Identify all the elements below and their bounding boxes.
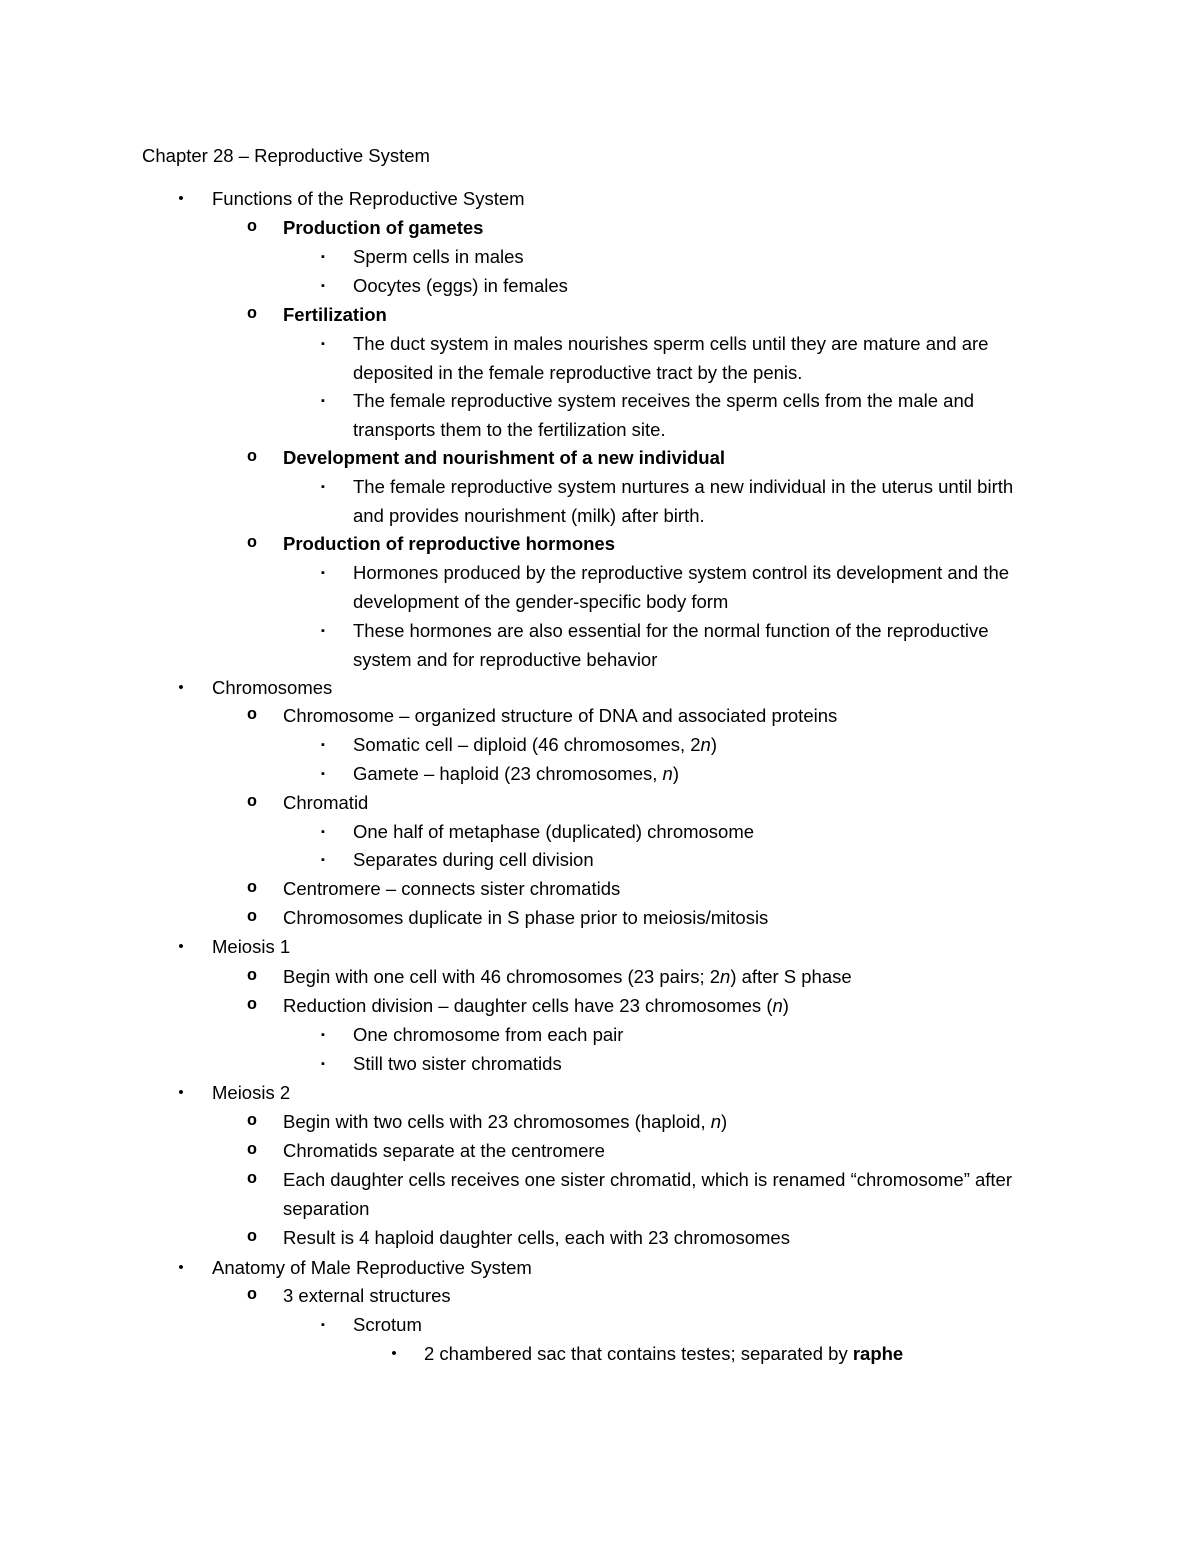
circle-marker: o	[246, 1228, 258, 1247]
list-item	[321, 330, 1043, 387]
list-item	[246, 1282, 1043, 1311]
list-item-text: Anatomy of Male Reproductive System	[212, 1257, 532, 1278]
list-item-text: One half of metaphase (duplicated) chromosome	[353, 821, 755, 842]
bullet-marker: •	[178, 1259, 184, 1276]
list-item-text: 3 external structures	[283, 1285, 451, 1306]
list-item-text: Hormones produced by the reproductive system control its development and the development of the gender-specific body form	[353, 562, 1010, 612]
list-item-text: Somatic cell – diploid (46 chromosomes, 2n)	[353, 734, 718, 755]
list-item	[178, 933, 1042, 962]
square-marker: ▪	[321, 1029, 325, 1041]
list-item	[178, 185, 1042, 214]
square-marker: ▪	[321, 567, 325, 579]
list-item	[321, 617, 1043, 674]
list-item	[246, 992, 1043, 1021]
circle-marker: o	[246, 793, 258, 812]
list-item-text: Sperm cells in males	[353, 246, 524, 267]
list-item	[178, 1254, 1042, 1283]
list-item	[321, 387, 1043, 444]
list-item-text: Chromatid	[283, 792, 369, 813]
list-item	[246, 1224, 1043, 1253]
list-item	[246, 1137, 1043, 1166]
list-item-text: Separates during cell division	[353, 849, 594, 870]
list-item-text: Development and nourishment of a new individual	[283, 447, 725, 468]
square-marker: ▪	[321, 739, 325, 751]
list-item	[246, 789, 1043, 818]
circle-marker: o	[246, 448, 258, 467]
square-marker: ▪	[321, 395, 325, 407]
list-item-text: Production of gametes	[283, 217, 484, 238]
list-item-text: Begin with two cells with 23 chromosomes (haploid, n)	[283, 1111, 728, 1132]
circle-marker: o	[246, 305, 258, 324]
list-item-text: One chromosome from each pair	[353, 1024, 624, 1045]
list-item	[391, 1340, 1044, 1369]
list-item-text: Fertilization	[283, 304, 387, 325]
circle-marker: o	[246, 1112, 258, 1131]
list-item-text: The female reproductive system receives the sperm cells from the male and transports them to the fertilization site.	[353, 390, 975, 440]
bullet-marker: •	[178, 1084, 184, 1101]
circle-marker: o	[246, 1170, 258, 1189]
square-marker: ▪	[321, 1058, 325, 1070]
circle-marker: o	[246, 996, 258, 1015]
bullet-marker: •	[391, 1345, 397, 1362]
circle-marker: o	[246, 534, 258, 553]
list-item	[246, 530, 1043, 559]
list-item-text: Chromosomes	[212, 677, 333, 698]
list-item-text: Chromosome – organized structure of DNA and associated proteins	[283, 705, 838, 726]
list-item	[321, 559, 1043, 616]
list-item	[178, 674, 1042, 703]
page-title: Chapter 28 – Reproductive System	[142, 145, 430, 166]
list-item	[246, 444, 1043, 473]
circle-marker: o	[246, 908, 258, 927]
list-item-text: Centromere – connects sister chromatids	[283, 878, 621, 899]
list-item-text: Still two sister chromatids	[353, 1053, 562, 1074]
list-item-text: Gamete – haploid (23 chromosomes, n)	[353, 763, 679, 784]
list-item-text: Reduction division – daughter cells have 23 chromosomes (n)	[283, 995, 789, 1016]
circle-marker: o	[246, 218, 258, 237]
list-item	[246, 214, 1043, 243]
list-item	[321, 1311, 1043, 1340]
list-item	[321, 846, 1043, 875]
list-item	[321, 760, 1043, 789]
list-item-text: The duct system in males nourishes sperm cells until they are mature and are deposited in the female reproductive tract by the penis.	[353, 333, 989, 383]
list-item-text: Each daughter cells receives one sister chromatid, which is renamed “chromosome” after separation	[283, 1169, 1013, 1219]
list-item	[178, 1079, 1042, 1108]
list-item	[321, 473, 1043, 530]
list-item	[246, 301, 1043, 330]
square-marker: ▪	[321, 338, 325, 350]
list-item	[321, 1021, 1043, 1050]
circle-marker: o	[246, 1141, 258, 1160]
list-item-text: Functions of the Reproductive System	[212, 188, 525, 209]
list-item-text: Meiosis 1	[212, 936, 291, 957]
square-marker: ▪	[321, 625, 325, 637]
list-item	[321, 731, 1043, 760]
bullet-marker: •	[178, 938, 184, 955]
bullet-marker: •	[178, 190, 184, 207]
list-item	[321, 1050, 1043, 1079]
list-item-text: The female reproductive system nurtures a new individual in the uterus until birth and provides nourishment (milk) after birth.	[353, 476, 1014, 526]
list-item	[246, 904, 1043, 933]
square-marker: ▪	[321, 280, 325, 292]
list-item-text: Begin with one cell with 46 chromosomes (23 pairs; 2n) after S phase	[283, 966, 852, 987]
list-item	[246, 875, 1043, 904]
list-item-text: Result is 4 haploid daughter cells, each with 23 chromosomes	[283, 1227, 790, 1248]
list-item	[321, 818, 1043, 847]
list-item	[246, 963, 1043, 992]
list-item	[246, 1108, 1043, 1137]
list-item	[321, 243, 1043, 272]
list-item-text: These hormones are also essential for the normal function of the reproductive system and for reproductive behavior	[353, 620, 989, 670]
bullet-marker: •	[178, 679, 184, 696]
list-item	[246, 1166, 1043, 1223]
square-marker: ▪	[321, 481, 325, 493]
square-marker: ▪	[321, 251, 325, 263]
circle-marker: o	[246, 706, 258, 725]
list-item-text: Scrotum	[353, 1314, 422, 1335]
square-marker: ▪	[321, 826, 325, 838]
square-marker: ▪	[321, 768, 325, 780]
square-marker: ▪	[321, 854, 325, 866]
list-item-text: Chromatids separate at the centromere	[283, 1140, 605, 1161]
list-item-text: Oocytes (eggs) in females	[353, 275, 568, 296]
circle-marker: o	[246, 879, 258, 898]
square-marker: ▪	[321, 1319, 325, 1331]
list-item-text: 2 chambered sac that contains testes; separated by raphe	[424, 1343, 904, 1364]
list-item-text: Chromosomes duplicate in S phase prior to meiosis/mitosis	[283, 907, 769, 928]
list-item	[321, 272, 1043, 301]
list-item-text: Meiosis 2	[212, 1082, 291, 1103]
list-item	[246, 702, 1043, 731]
list-item-text: Production of reproductive hormones	[283, 533, 615, 554]
circle-marker: o	[246, 1286, 258, 1305]
circle-marker: o	[246, 967, 258, 986]
